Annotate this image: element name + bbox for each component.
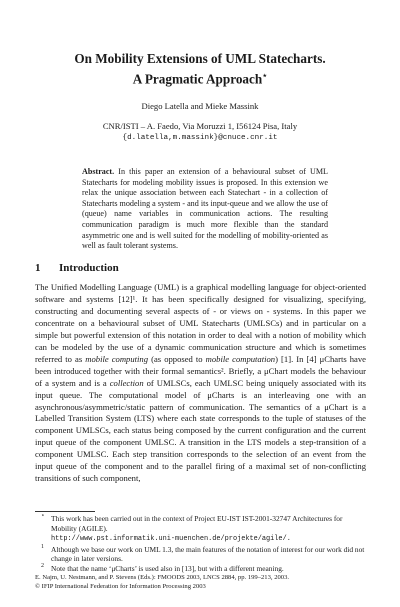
body-text: ) [1]. In [4] μCharts have been introduced together with their formal semantics². Briefly, a μChart models the behaviour of a system and is a bbox=[35, 353, 366, 388]
paper-title-line-1 bbox=[0, 50, 400, 67]
body-emph: mobile computing bbox=[85, 353, 149, 364]
title-footnote-mark: ⋆ bbox=[262, 71, 268, 80]
footnote-url[interactable]: http://www.pst.informatik.uni-muenchen.de/projekte/agile/. bbox=[51, 535, 291, 544]
body-paragraph bbox=[35, 282, 366, 485]
footnote-1 bbox=[35, 514, 366, 545]
footnote-text: Although we base our work on UML 1.3, the main features of the notation of interest for our work did not change in later versions. bbox=[51, 544, 365, 564]
author-emails: {d.latella,m.massink}@cnuce.cnr.it bbox=[122, 134, 278, 142]
body-emph: collection bbox=[109, 377, 144, 388]
footnotes bbox=[35, 514, 366, 574]
footnote-mark: ⋆ bbox=[41, 513, 45, 519]
title-text-2: A Pragmatic Approach bbox=[132, 71, 263, 87]
copyright: © IFIP International Federation for Information Processing 2003 bbox=[35, 583, 206, 590]
abstract bbox=[82, 167, 328, 252]
abstract-label: Abstract. bbox=[82, 167, 115, 176]
footnote-text: This work has been carried out in the context of Project EU-IST IST-2001-32747 Architectures for Mobility (AGILE). bbox=[51, 514, 343, 533]
body-text: The Unified Modelling Language (UML) is a graphical modelling language for object-oriented software and systems [12]¹. It has been specifically designed for visualizing, specifying, constructing and documenting several aspects of - or views on - systems. In this paper we concentrate on a behavioural subset of UML Statecharts (UMLSCs) and in particular on a simple but powerful extension of this notation in order to deal with a notion of mobility which can be modeled by the use of a dynamic communication structure and which is sometimes referred to as bbox=[35, 282, 366, 364]
title-text-1: On Mobility Extensions of UML Statecharts. bbox=[74, 51, 326, 66]
affiliation: CNR/ISTI – A. Faedo, Via Moruzzi 1, I56124 Pisa, Italy bbox=[102, 121, 298, 131]
section-number: 1 bbox=[35, 262, 41, 274]
section-heading-introduction bbox=[35, 262, 119, 274]
footnote-text: Note that the name ‘μCharts’ is used also in [13], but with a different meaning. bbox=[51, 563, 284, 573]
body-emph: mobile computation bbox=[205, 353, 276, 364]
body-text: of UMLSCs, each UMLSC being uniquely associated with its input queue. The computational model of μCharts is an interleaving one with an asynchronous/asymmetric/static pattern of communication. The semantics of a μChart is a Labelled Transition System (LTS) where each state corresponds to the tuple of statuses of the component UMLSCs, each status being composed by the current configuration and the current input queue of the component UMLSC. A transition in the LTS models a step-transition of a component UMLSC. Each step transition corresponds to the selection of an event from the input queue of the component and to the parallel firing of a maximal set of non-conflicting transitions of such component, bbox=[35, 377, 366, 484]
section-title: Introduction bbox=[59, 262, 119, 274]
paper-title-line-2 bbox=[0, 67, 400, 87]
footnote-2 bbox=[35, 545, 366, 564]
authors: Diego Latella and Mieke Massink bbox=[141, 101, 259, 111]
footnote-mark: 2 bbox=[41, 562, 44, 569]
body-text: (as opposed to bbox=[148, 353, 206, 364]
introduction-paragraph bbox=[35, 282, 366, 485]
citation: E. Najm, U. Nestmann, and P. Stevens (Eds.): FMOODS 2003, LNCS 2884, pp. 199–213, 2003. bbox=[35, 574, 290, 581]
publication-info bbox=[35, 573, 289, 591]
abstract-text: In this paper an extension of a behavioural subset of UML Statecharts for modeling mobility issues is proposed. In this extension we relax the unique association between each Statechart - in a collection of Statecharts modeling a system - and its input-queue and we allow the use of (queue) name variables in communication actions. The resulting communication paradigm is much more flexible than the standard asymmetric one and is well suited for the modelling of mobility-oriented as well as fault tolerant systems. bbox=[82, 167, 328, 251]
footnote-mark: 1 bbox=[41, 543, 44, 550]
